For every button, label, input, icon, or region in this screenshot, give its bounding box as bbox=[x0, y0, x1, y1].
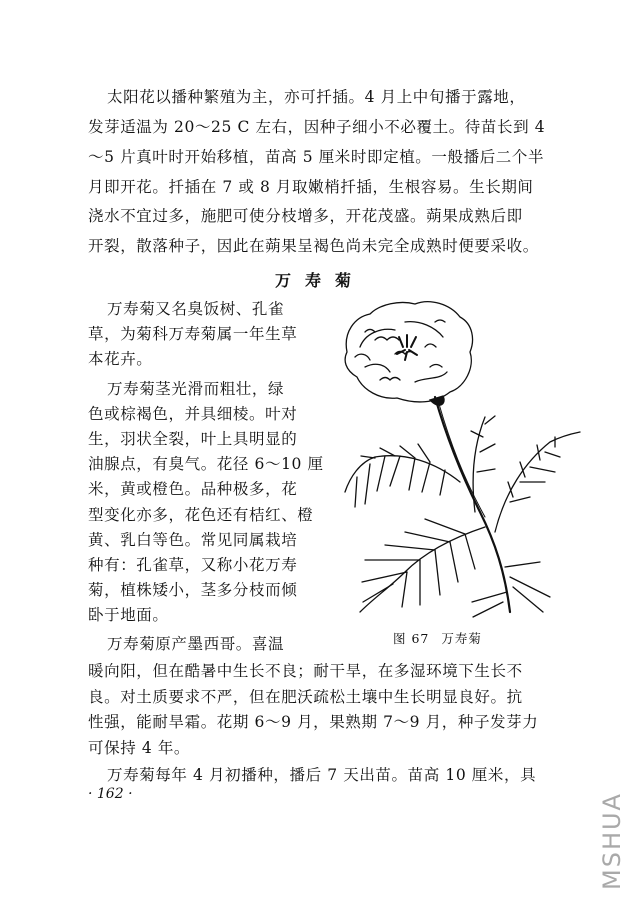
page-number: · 162 · bbox=[88, 786, 133, 802]
text-line: 万寿菊茎光滑而粗壮，绿 bbox=[107, 380, 285, 398]
text-line: 良。对土质要求不严，但在肥沃疏松土壤中生长明显良好。抗 bbox=[88, 688, 523, 706]
text-line: 种有：孔雀草，又称小花万寿 bbox=[88, 556, 298, 574]
text-line: 发芽适温为 20～25 C 左右，因种子细小不必覆土。待苗长到 4 bbox=[88, 118, 546, 136]
text-line: 万寿菊又名臭饭树、孔雀 bbox=[107, 300, 285, 318]
text-line: 米，黄或橙色。品种极多，花 bbox=[88, 480, 298, 498]
text-line: 浇水不宜过多，施肥可使分枝增多，开花茂盛。蒴果成熟后即 bbox=[88, 207, 523, 225]
section-title: 万寿菊 bbox=[274, 271, 365, 290]
text-line: 草，为菊科万寿菊属一年生草 bbox=[88, 325, 298, 343]
text-line: 菊，植株矮小，茎多分枝而倾 bbox=[88, 581, 298, 599]
text-line: 油腺点，有臭气。花径 6～10 厘 bbox=[88, 455, 324, 473]
text-line: 生，羽状全裂，叶上具明显的 bbox=[88, 430, 298, 448]
text-line: 月即开花。扦插在 7 或 8 月取嫩梢扦插，生根容易。生长期间 bbox=[88, 178, 534, 196]
text-line: 性强，能耐旱霜。花期 6～9 月，果熟期 7～9 月，种子发芽力 bbox=[88, 713, 539, 731]
text-line: 型变化亦多，花色还有桔红、橙 bbox=[88, 506, 314, 524]
figure-caption bbox=[393, 629, 482, 647]
text-line: 开裂，散落种子，因此在蒴果呈褐色尚未完全成熟时便要采收。 bbox=[88, 237, 539, 255]
watermark: MSHUA bbox=[598, 792, 626, 890]
text-line: 可保持 4 年。 bbox=[88, 739, 191, 757]
flower-head bbox=[345, 302, 472, 402]
text-line: ～5 片真叶时开始移植，苗高 5 厘米时即定植。一般播后二个半 bbox=[88, 148, 545, 166]
figure-caption-text: 万寿菊 bbox=[441, 631, 482, 646]
text-line: 万寿菊每年 4 月初播种，播后 7 天出苗。苗高 10 厘米，具 bbox=[107, 766, 537, 784]
text-line: 暖向阳，但在酷暑中生长不良；耐干旱，在多湿环境下生长不 bbox=[88, 662, 523, 680]
text-line: 卧于地面。 bbox=[88, 606, 169, 624]
marigold-illustration-icon bbox=[335, 292, 590, 622]
text-line: 太阳花以播种繁殖为主，亦可扦插。4 月上中旬播于露地， bbox=[107, 88, 526, 106]
text-line: 色或棕褐色，并具细棱。叶对 bbox=[88, 405, 298, 423]
figure-label: 图 67 bbox=[393, 631, 430, 646]
text-line: 万寿菊原产墨西哥。喜温 bbox=[107, 635, 285, 653]
text-line: 黄、乳白等色。常见同属栽培 bbox=[88, 531, 298, 549]
text-line: 本花卉。 bbox=[88, 350, 153, 368]
